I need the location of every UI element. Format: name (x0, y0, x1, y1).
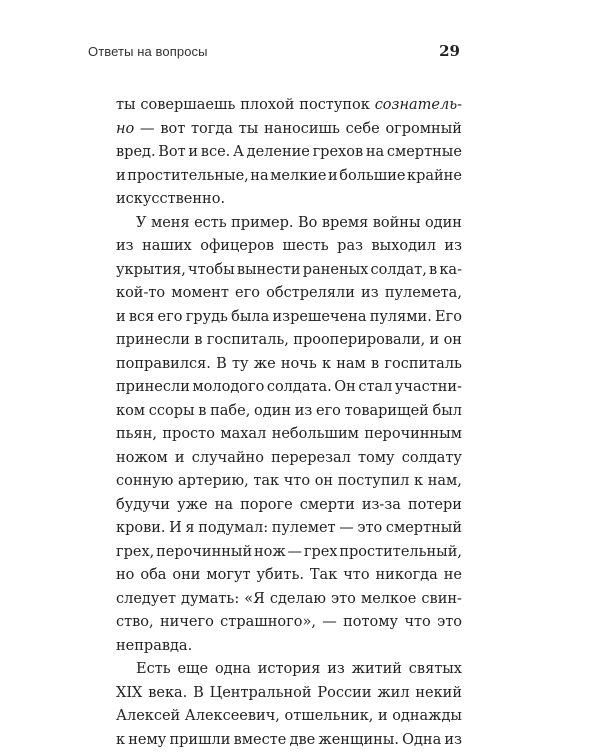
word: раз (337, 235, 363, 259)
word: вот (160, 118, 185, 142)
word: чтобы (188, 259, 235, 283)
word: тогда (191, 118, 233, 142)
word: из (444, 235, 462, 259)
word: поступил (338, 470, 410, 494)
word: ты (116, 94, 136, 118)
word: солдату (402, 447, 462, 471)
text-line (116, 94, 462, 118)
word: госпиталь, (207, 329, 289, 353)
text-line (116, 494, 462, 518)
word: была (231, 306, 269, 330)
word: грех, (116, 541, 154, 565)
word: Одна (402, 729, 441, 752)
word: время (322, 212, 368, 236)
word: сознатель- (375, 94, 462, 118)
word: прооперировали, (293, 329, 425, 353)
word: две (290, 729, 316, 752)
text-line (116, 470, 462, 494)
word: перочинным (364, 423, 462, 447)
word: все. (201, 141, 230, 165)
text-line (116, 729, 462, 752)
word: смертные (387, 141, 462, 165)
word: раненых (303, 259, 369, 283)
word: вместе (234, 729, 287, 752)
word: и (116, 165, 126, 189)
word: женщины. (318, 729, 399, 752)
word: участни- (395, 376, 462, 400)
text-line (116, 141, 462, 165)
word: наших (142, 235, 192, 259)
word: потому (343, 611, 398, 635)
word: к (322, 353, 331, 377)
word: артерию, (178, 470, 249, 494)
word: но (116, 118, 134, 142)
word: нам, (428, 470, 462, 494)
word: искусственно. (116, 188, 225, 212)
word: же (254, 353, 276, 377)
word: к (414, 470, 423, 494)
running-header: Ответы на вопросы (88, 44, 208, 59)
word: на (215, 494, 233, 518)
word: убить. (257, 564, 304, 588)
page-number: 29 (439, 42, 460, 60)
word: пулемета, (385, 282, 462, 306)
word: отшельник, (284, 705, 373, 729)
word: из-за (362, 494, 401, 518)
word: укрытия, (116, 259, 186, 283)
word: и (430, 329, 440, 353)
word: в (371, 353, 379, 377)
word: ночь (281, 353, 317, 377)
word: он (444, 329, 462, 353)
word: меня (151, 212, 190, 236)
word: поступок (299, 94, 370, 118)
word: солдат, (371, 259, 427, 283)
word: житий (352, 658, 402, 682)
word: ты (239, 118, 259, 142)
word: плохой (240, 94, 294, 118)
word: У (136, 212, 146, 236)
word: его (316, 400, 341, 424)
word: стал (358, 376, 392, 400)
word: нему (128, 729, 166, 752)
word: будучи (116, 494, 170, 518)
word: это (357, 517, 382, 541)
word: крайне (407, 165, 462, 189)
word: ссоры (149, 400, 195, 424)
word: молодого (192, 376, 264, 400)
word: его (158, 306, 183, 330)
word: однажды (392, 705, 462, 729)
text-line (116, 329, 462, 353)
word: они (172, 564, 200, 588)
text-line (116, 635, 462, 659)
word: сонную (116, 470, 173, 494)
text-line (116, 447, 462, 471)
word: и (116, 306, 126, 330)
word: ком (116, 400, 145, 424)
word: пулями. (370, 306, 432, 330)
word: ство, (116, 611, 154, 635)
word: смерти (300, 494, 355, 518)
text-line (116, 705, 462, 729)
body-text (116, 94, 462, 752)
word: Есть (136, 658, 171, 682)
word: это (331, 588, 356, 612)
word: следует (116, 588, 176, 612)
word: это (437, 611, 462, 635)
word: в (198, 400, 206, 424)
word: — (288, 541, 303, 565)
word: выходил (372, 235, 436, 259)
word: огромный (385, 118, 462, 142)
word: но (116, 564, 134, 588)
word: неправда. (116, 635, 192, 659)
word: деление (247, 141, 310, 165)
text-line (116, 588, 462, 612)
word: на (250, 165, 268, 189)
word: я (185, 517, 194, 541)
word: Вот (158, 141, 185, 165)
word: нам (336, 353, 366, 377)
word: есть (194, 212, 227, 236)
word: пороге (240, 494, 293, 518)
word: грехов (313, 141, 364, 165)
word: ту (232, 353, 249, 377)
word: думать: (181, 588, 239, 612)
word: в (194, 329, 202, 353)
text-line (116, 564, 462, 588)
word: история (258, 658, 321, 682)
word: святых (409, 658, 462, 682)
word: простительные, (127, 165, 249, 189)
word: оба (140, 564, 166, 588)
text-line (116, 353, 462, 377)
word: — (322, 611, 337, 635)
word: наносишь (264, 118, 340, 142)
word: никогда (376, 564, 438, 588)
word: поправился. (116, 353, 211, 377)
word: мелкое (361, 588, 416, 612)
word: его (235, 282, 260, 306)
text-line (116, 235, 462, 259)
word: грудь (186, 306, 228, 330)
word: себе (346, 118, 380, 142)
word: совершаешь (140, 94, 235, 118)
word: грех (304, 541, 338, 565)
word: И (169, 517, 182, 541)
word: махал (220, 423, 266, 447)
word: подумал: (198, 517, 268, 541)
word: и (188, 141, 198, 165)
word: свин- (421, 588, 462, 612)
word: простительный, (339, 541, 462, 565)
word: товарищей (345, 400, 429, 424)
text-line (116, 118, 462, 142)
text-line (116, 400, 462, 424)
word: что (284, 470, 310, 494)
text-line (116, 682, 462, 706)
word: пулемет (272, 517, 336, 541)
text-line (116, 376, 462, 400)
word: сделаю (270, 588, 326, 612)
word: солдата. (267, 376, 332, 400)
word: к (116, 729, 125, 752)
text-line (116, 423, 462, 447)
word: жил (377, 682, 409, 706)
word: что (404, 611, 430, 635)
word: нож (254, 541, 286, 565)
word: века. (148, 682, 187, 706)
word: страшного», (220, 611, 316, 635)
word: Центральной (210, 682, 312, 706)
word: перерезал (271, 447, 351, 471)
word: пьян, (116, 423, 157, 447)
word: пабе, (210, 400, 250, 424)
text-line (116, 282, 462, 306)
word: был (433, 400, 462, 424)
word: госпиталь (384, 353, 462, 377)
word: просто (162, 423, 215, 447)
word: и (378, 705, 388, 729)
word: вред. (116, 141, 156, 165)
word: в (429, 259, 437, 283)
word: одна (215, 658, 251, 682)
word: изрешечена (273, 306, 367, 330)
word: не (444, 564, 462, 588)
word: что (343, 564, 369, 588)
word: принесли (116, 329, 190, 353)
word: тому (358, 447, 395, 471)
word: кой-то (116, 282, 165, 306)
word: ничего (160, 611, 214, 635)
word: шесть (283, 235, 329, 259)
word: случайно (192, 447, 264, 471)
word: могут (206, 564, 250, 588)
word: смертный (386, 517, 462, 541)
word: — (339, 517, 354, 541)
word: еще (177, 658, 208, 682)
word: — (140, 118, 155, 142)
word: Он (334, 376, 356, 400)
word: обстреляли (266, 282, 355, 306)
word: так (253, 470, 279, 494)
word: офицеров (200, 235, 274, 259)
word: один (254, 400, 291, 424)
word: ка- (439, 259, 462, 283)
word: пришли (169, 729, 230, 752)
text-line (116, 188, 462, 212)
text-line (116, 165, 462, 189)
word: ножом (116, 447, 168, 471)
word: некий (415, 682, 462, 706)
word: В (216, 353, 227, 377)
word: Во (298, 212, 317, 236)
word: Алексей (116, 705, 180, 729)
word: потери (408, 494, 462, 518)
word: вся (129, 306, 154, 330)
word: большие (339, 165, 405, 189)
word: и (175, 447, 185, 471)
word: и (328, 165, 338, 189)
word: из (295, 400, 313, 424)
word: из (327, 658, 345, 682)
word: А (233, 141, 244, 165)
text-line (116, 611, 462, 635)
word: Алексеевич, (185, 705, 280, 729)
word: пример. (231, 212, 293, 236)
word: крови. (116, 517, 166, 541)
text-line (116, 212, 462, 236)
word: момент (171, 282, 229, 306)
word: «Я (244, 588, 265, 612)
word: войны (373, 212, 421, 236)
word: мелкие (270, 165, 326, 189)
word: Так (310, 564, 337, 588)
word: на (366, 141, 384, 165)
text-line (116, 658, 462, 682)
text-line (116, 541, 462, 565)
text-line (116, 517, 462, 541)
word: Его (435, 306, 462, 330)
word: перочинный (156, 541, 252, 565)
word: вынести (237, 259, 301, 283)
word: он (315, 470, 333, 494)
word: уже (177, 494, 207, 518)
word: XIX (116, 682, 142, 706)
word: принесли (116, 376, 190, 400)
word: небольшим (272, 423, 359, 447)
word: один (425, 212, 462, 236)
word: из (444, 729, 462, 752)
word: России (317, 682, 371, 706)
word: В (193, 682, 204, 706)
text-line (116, 259, 462, 283)
text-line (116, 306, 462, 330)
word: из (361, 282, 379, 306)
word: из (116, 235, 134, 259)
